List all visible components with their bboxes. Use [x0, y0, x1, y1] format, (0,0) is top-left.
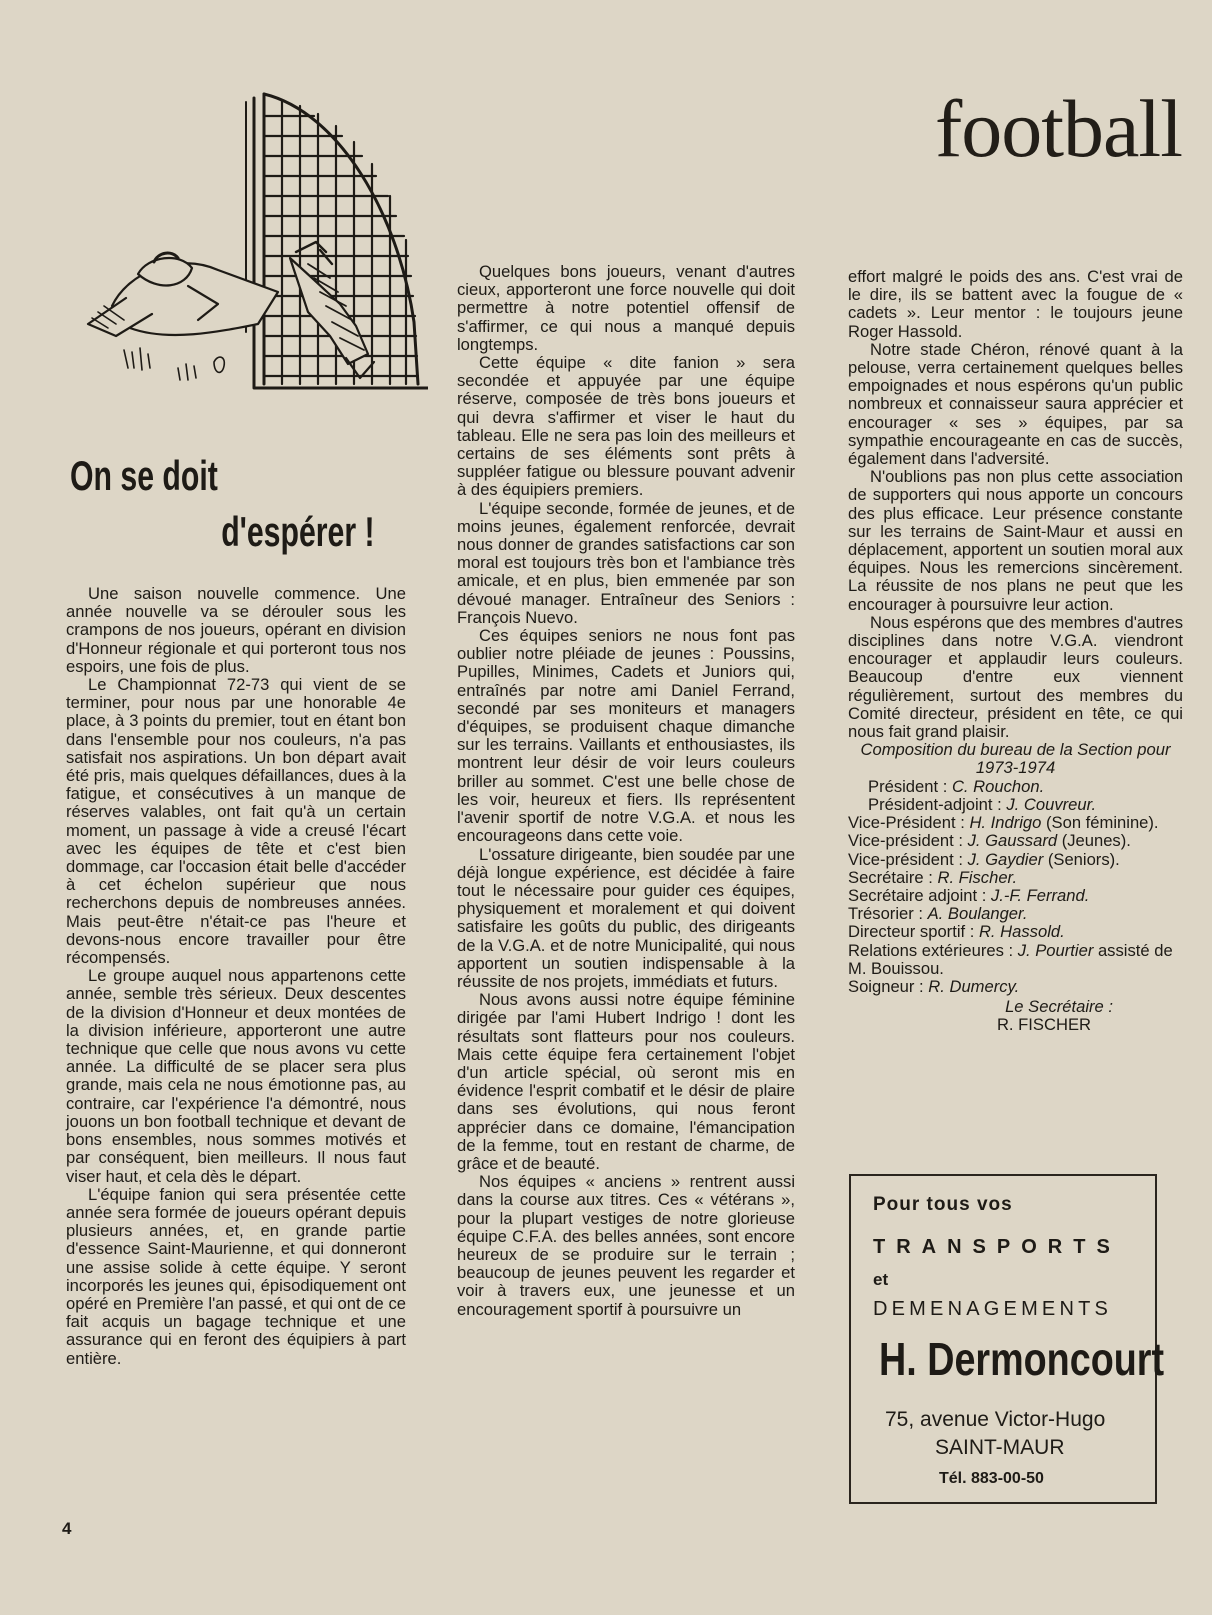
paragraph: Une saison nouvelle commence. Une année nouvelle va se dérouler sous les crampons de nos joueurs, opérant en division d'Honneur régionale et qui porteront tous nos espoirs, une fois de plus.: [66, 584, 406, 676]
paragraph: Nos équipes « anciens » rentrent aussi dans la course aux titres. Ces « vétérans », pour la plupart vestiges de notre glorieuse équipe C.F.A. des belles années, sont encore heureux de se produire sur le terrain ; beaucoup de jeunes peuvent les regarder et voir à travers eux, une jeunesse et un encouragement sportif à poursuivre un: [457, 1172, 795, 1319]
paragraph: L'équipe fanion qui sera présentée cette année sera formée de joueurs opérant depuis plusieurs années, et, en grande partie d'essence Saint-Maurienne, et qui donneront une assise solide à cette équipe. Y seront incorporés les jeunes qui, épisodiquement ont opéré en Première l'an passé, et qui ont de ce fait acquis un bagage technique et une assurance qui en feront des équipiers à part entière.: [66, 1184, 406, 1368]
member-name: J. Pourtier: [1017, 940, 1094, 960]
committee-member: [848, 778, 1183, 796]
committee-member: [848, 923, 1183, 941]
member-name: J. Gaydier: [967, 849, 1044, 869]
member-note: (Son féminine).: [1041, 813, 1159, 833]
committee-member: [848, 832, 1183, 850]
member-name: J. Couvreur.: [1006, 794, 1097, 814]
member-name: C. Rouchon.: [951, 776, 1045, 796]
committee-member: [848, 905, 1183, 923]
member-name: J. Gaussard: [967, 831, 1058, 851]
paragraph: effort malgré le poids des ans. C'est vrai de le dire, ils se battent avec la fougue de « cadets ». Leur mentor : le toujours jeune Roger Hassold.: [848, 267, 1183, 341]
ad-transports: TRANSPORTS: [873, 1236, 1121, 1258]
paragraph: Ces équipes seniors ne nous font pas oublier notre pléiade de jeunes : Poussins, Pupilles, Minimes, Cadets et Juniors qui, entraînés par notre ami Daniel Ferrand, secondé par ses moniteurs et managers d'équipes, se produisent chaque dimanche sur les terrains. Vaillants et enthousiastes, ils montrent leur désir de voir leurs couleurs briller au sommet. C'est une belle chose de les voir, heureux et fiers. Ils représentent l'avenir sportif de notre V.G.A. et nous les encourageons dans cette voie.: [457, 626, 795, 846]
committee-member: [848, 796, 1183, 814]
committee-member: [848, 869, 1183, 887]
member-role: Secrétaire :: [848, 867, 938, 887]
ad-company-name: H. Dermoncourt: [879, 1333, 1165, 1385]
committee-member: [848, 814, 1183, 832]
committee-member: [848, 887, 1183, 905]
committee-member: [848, 978, 1183, 996]
member-name: R. Fischer.: [937, 867, 1018, 887]
member-role: Président :: [868, 776, 952, 796]
ad-address: 75, avenue Victor-Hugo: [885, 1408, 1106, 1431]
article-headline: [70, 448, 410, 560]
member-role: Président-adjoint :: [868, 794, 1007, 814]
headline-line-1: On se doit: [70, 452, 218, 499]
paragraph: N'oublions pas non plus cette association de supporters qui nous apporte un concours des plus efficace. Leur présence constante sur les terrains de Saint-Maur et aussi en déplacement, apportent un soutien moral aux équipes. Nous les remercions sincèrement. La réussite de nos plans ne peut que les encourager à poursuivre leur action.: [848, 467, 1183, 614]
member-role: Secrétaire adjoint :: [848, 885, 991, 905]
member-name: A. Boulanger.: [927, 904, 1028, 924]
member-role: Soigneur :: [848, 976, 929, 996]
member-role: Vice-Président :: [848, 813, 970, 833]
paragraph: L'équipe seconde, formée de jeunes, et de moins jeunes, également renforcée, devrait nous donner de grandes satisfactions car son moral est toujours très bon et l'ambiance très amicale, et en plus, bien emmenée par son dévoué manager. Entraîneur des Seniors : François Nuevo.: [457, 498, 795, 627]
member-name: J.-F. Ferrand.: [990, 885, 1090, 905]
ad-tagline: Pour tous vos: [873, 1194, 1013, 1215]
paragraph: Nous avons aussi notre équipe féminine dirigée par l'ami Hubert Indrigo ! dont les résultats sont flatteurs pour nos couleurs. Mais cette équipe fera certainement l'objet d'un article spécial, où seront mis en évidence l'esprit combatif et le désir de plaire dans ses évolutions, qui nous feront apprécier dans ce domaine, l'émancipation de la femme, tout en restant de charme, de grâce et de beauté.: [457, 990, 795, 1173]
signature-role: Le Secrétaire :: [1005, 997, 1113, 1017]
member-role: Relations extérieures :: [848, 940, 1018, 960]
paragraph: Le Championnat 72-73 qui vient de se terminer, pour nous par une honorable 4e place, à 3 points du premier, tout en étant bon dans l'ensemble pour nos couleurs, n'a pas satisfait nos aspirations. Un bon départ avait été pris, mais quelques défaillances, dues à la fatigue, et consécutives à un manque de réserves valables, ont fait qu'à un certain moment, un passage à vide a creusé l'écart avec les équipes de tête et c'est bien dommage, car l'occasion était belle d'accéder à cet échelon supérieur que nous recherchons depuis de nombreuses années. Mais peut-être n'était-ce pas l'heure et devons-nous encore travailler pour être récompensés.: [66, 675, 406, 968]
article-column-2: [457, 263, 795, 1319]
ad-phone: Tél. 883-00-50: [939, 1470, 1044, 1487]
member-name: R. Hassold.: [978, 922, 1065, 942]
signature-name: R. FISCHER: [996, 1015, 1091, 1035]
committee-list: [848, 741, 1183, 1034]
member-role: Vice-président :: [848, 849, 968, 869]
member-role: Directeur sportif :: [848, 922, 979, 942]
section-title: football: [934, 83, 1182, 174]
goalkeeper-illustration: [68, 92, 428, 404]
member-note: (Seniors).: [1043, 849, 1120, 869]
paragraph: Nous espérons que des membres d'autres disciplines dans notre V.G.A. viendront encourager et applaudir leurs couleurs. Beaucoup d'entre eux viennent régulièrement, surtout des membres du Comité directeur, président en tête, ce qui nous fait grand plaisir.: [848, 612, 1183, 742]
paragraph: Cette équipe « dite fanion » sera secondée et appuyée par une équipe réserve, composée de très bons joueurs et qui devra s'affirmer et viser le haut du tableau. Elle ne sera pas loin des meilleurs et certains de ses éléments sont prêts à suppléer fatigue ou blessure pouvant advenir à des équipiers premiers.: [457, 353, 795, 500]
paragraph: Le groupe auquel nous appartenons cette année, semble très sérieux. Deux descentes de la division d'Honneur et deux montées de la division inférieure, apporteront une autre technique que celle que nous avons vu cette année. La difficulté de se placer sera plus grande, mais cela ne nous émotionne pas, au contraire, car l'expérience l'a démontré, nous jouons un bon football technique et devant de bons ensembles, nous sommes motivés et par conséquent, bien meilleurs. Il nous faut viser haut, et cela dès le départ.: [66, 966, 406, 1186]
committee-caption: Composition du bureau de la Section pour 1973-1974: [860, 740, 1171, 778]
member-name: R. Dumercy.: [928, 976, 1020, 996]
headline-line-2: d'espérer !: [221, 508, 375, 555]
ad-moving: DEMENAGEMENTS: [873, 1298, 1113, 1320]
committee-member: [848, 942, 1183, 978]
ad-and: et: [873, 1270, 889, 1289]
committee-member: [848, 851, 1183, 869]
page-number: 4: [62, 1519, 72, 1538]
paragraph: Quelques bons joueurs, venant d'autres cieux, apporteront une force nouvelle qui doit permettre à notre potentiel offensif de s'affirmer, ce qui nous a manqué depuis longtemps.: [457, 262, 795, 354]
member-note: assisté de M. Bouissou.: [848, 940, 1173, 978]
paragraph: Notre stade Chéron, rénové quant à la pelouse, verra certainement quelques belles empoignades et nous espérons qu'un public nombreux et connaisseur saura apprécier et encourager « ses » équipes, par sa sympathie encourageante en cas de succès, également dans l'adversité.: [848, 339, 1183, 469]
article-column-1: [66, 585, 406, 1368]
paragraph: L'ossature dirigeante, bien soudée par une déjà longue expérience, est décidée à faire tout le nécessaire pour guider ces équipes, physiquement et moralement et qui doivent satisfaire les goûts du public, des dirigeants de la V.G.A. et de notre Municipalité, qui nous apportent un soutien indispensable à la réussite de nos projets, immédiats et futurs.: [457, 844, 795, 991]
member-role: Trésorier :: [848, 904, 928, 924]
article-column-3: [848, 268, 1183, 1035]
member-name: H. Indrigo: [969, 813, 1042, 833]
member-role: Vice-président :: [848, 831, 968, 851]
advertisement-box: [849, 1174, 1165, 1504]
ad-city: SAINT-MAUR: [935, 1436, 1065, 1459]
member-note: (Jeunes).: [1057, 831, 1131, 851]
